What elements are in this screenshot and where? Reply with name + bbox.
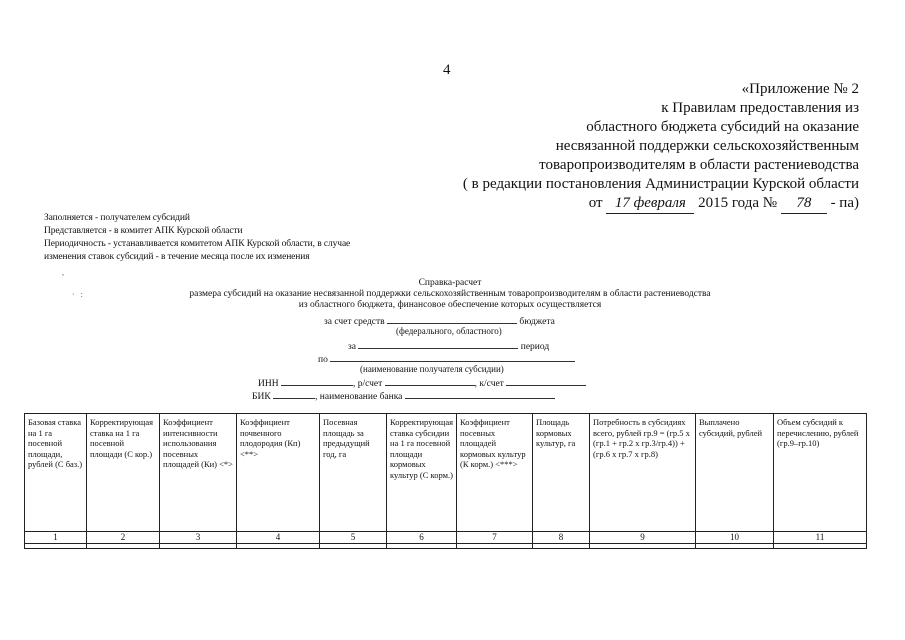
column-number: 1 (25, 532, 87, 544)
inn-row (258, 376, 586, 389)
meta-line: Представляется - в комитет АПК Курской области (44, 226, 243, 236)
column-number: 10 (696, 532, 774, 544)
header-cell: Коэффициент посевных площадей кормовых культур (К корм.) <***> (457, 414, 533, 532)
period-blank[interactable] (358, 339, 518, 349)
header-cell: Базовая ставка на 1 га посевной площади, рублей (С баз.) (25, 414, 87, 532)
period-label: за (348, 342, 356, 352)
meta-line: Заполняется - получателем субсидий (44, 213, 190, 223)
inn-blank[interactable] (281, 376, 353, 386)
meta-line: Периодичность - устанавливается комитетом АПК Курской области, в случае (44, 239, 351, 249)
header-cell: Объем субсидий к перечислению, рублей (гр.9–гр.10) (774, 414, 867, 532)
data-cell[interactable] (533, 544, 590, 549)
funds-blank[interactable] (387, 314, 517, 324)
column-number: 11 (774, 532, 867, 544)
funds-label: за счет средств (324, 317, 385, 327)
appendix-date-line (339, 194, 859, 214)
decree-number: 78 (781, 194, 827, 214)
column-number: 5 (320, 532, 387, 544)
header-cell: Выплачено субсидий, рублей (696, 414, 774, 532)
header-cell: Площадь кормовых культур, га (533, 414, 590, 532)
data-cell[interactable] (87, 544, 160, 549)
data-cell[interactable] (457, 544, 533, 549)
account-label: , р/счет (352, 379, 383, 389)
appendix-line: ( в редакции постановления Администрации Курской области (462, 176, 859, 192)
header-cell: Корректирующая ставка на 1 га посевной площади (С кор.) (87, 414, 160, 532)
account-blank[interactable] (385, 376, 475, 386)
corr-label: , к/счет (474, 379, 504, 389)
page-number: 4 (443, 62, 451, 78)
bik-label: БИК (252, 392, 271, 402)
column-number: 9 (590, 532, 696, 544)
scan-mark: , (62, 268, 64, 277)
bik-row (252, 389, 555, 402)
data-cell[interactable] (320, 544, 387, 549)
data-cell[interactable] (160, 544, 237, 549)
corr-blank[interactable] (506, 376, 586, 386)
table-number-row (25, 532, 867, 544)
appendix-line: «Приложение № 2 (741, 81, 859, 97)
header-cell: Посевная площадь за предыдущий год, га (320, 414, 387, 532)
inn-label: ИНН (258, 379, 279, 389)
recipient-blank[interactable] (330, 352, 575, 362)
column-number: 4 (237, 532, 320, 544)
appendix-line: товаропроизводителям в области растениеводства (539, 157, 859, 173)
data-cell[interactable] (387, 544, 457, 549)
bik-blank[interactable] (273, 389, 315, 399)
date-prefix: от (588, 195, 603, 211)
date-year: 2015 года № (698, 195, 778, 211)
data-cell[interactable] (237, 544, 320, 549)
table-data-row (25, 544, 867, 549)
header-cell: Коэффициент почвенного плодородия (Кп) <**> (237, 414, 320, 532)
meta-line: изменения ставок субсидий - в течение месяца после их изменения (44, 252, 310, 262)
date-day-month: 17 февраля (606, 194, 694, 214)
recipient-hint: (наименование получателя субсидии) (360, 364, 504, 374)
recipient-label: по (318, 355, 328, 365)
document-title (130, 278, 770, 311)
period-row (348, 339, 549, 352)
header-cell: Коэффициент интенсивности использования посевных площадей (Ки) <*> (160, 414, 237, 532)
subsidy-table (24, 413, 867, 549)
decree-suffix: - па) (830, 195, 859, 211)
column-number: 2 (87, 532, 160, 544)
title-line: из областного бюджета, финансовое обеспечение которых осуществляется (298, 300, 602, 310)
funds-hint: (федерального, областного) (396, 326, 502, 336)
funds-suffix: бюджета (519, 317, 555, 327)
data-cell[interactable] (25, 544, 87, 549)
column-number: 6 (387, 532, 457, 544)
data-cell[interactable] (696, 544, 774, 549)
appendix-line: несвязанной поддержки сельскохозяйственным (555, 138, 859, 154)
header-cell: Потребность в субсидиях всего, рублей гр.9 = (гр.5 х (гр.1 + гр.2 х гр.3/гр.4)) + (гр.6 х гр.7 х гр.8) (590, 414, 696, 532)
title-line: размера субсидий на оказание несвязанной поддержки сельскохозяйственным товаропроизводителям в области растениеводства (189, 289, 711, 299)
period-suffix: период (520, 342, 550, 352)
meta-block (44, 212, 464, 264)
bank-label: , наименование банка (315, 392, 403, 402)
appendix-line: областного бюджета субсидий на оказание (586, 119, 859, 135)
column-number: 3 (160, 532, 237, 544)
column-number: 7 (457, 532, 533, 544)
title-line: Справка-расчет (418, 278, 482, 288)
column-number: 8 (533, 532, 590, 544)
appendix-line: к Правилам предоставления из (661, 100, 859, 116)
data-cell[interactable] (590, 544, 696, 549)
scan-mark: · : (72, 290, 83, 299)
bank-blank[interactable] (405, 389, 555, 399)
table-header-row (25, 414, 867, 532)
data-cell[interactable] (774, 544, 867, 549)
appendix-header (339, 80, 859, 214)
header-cell: Корректирующая ставка субсидии на 1 га посевной площади кормовых культур (С корм.) (387, 414, 457, 532)
